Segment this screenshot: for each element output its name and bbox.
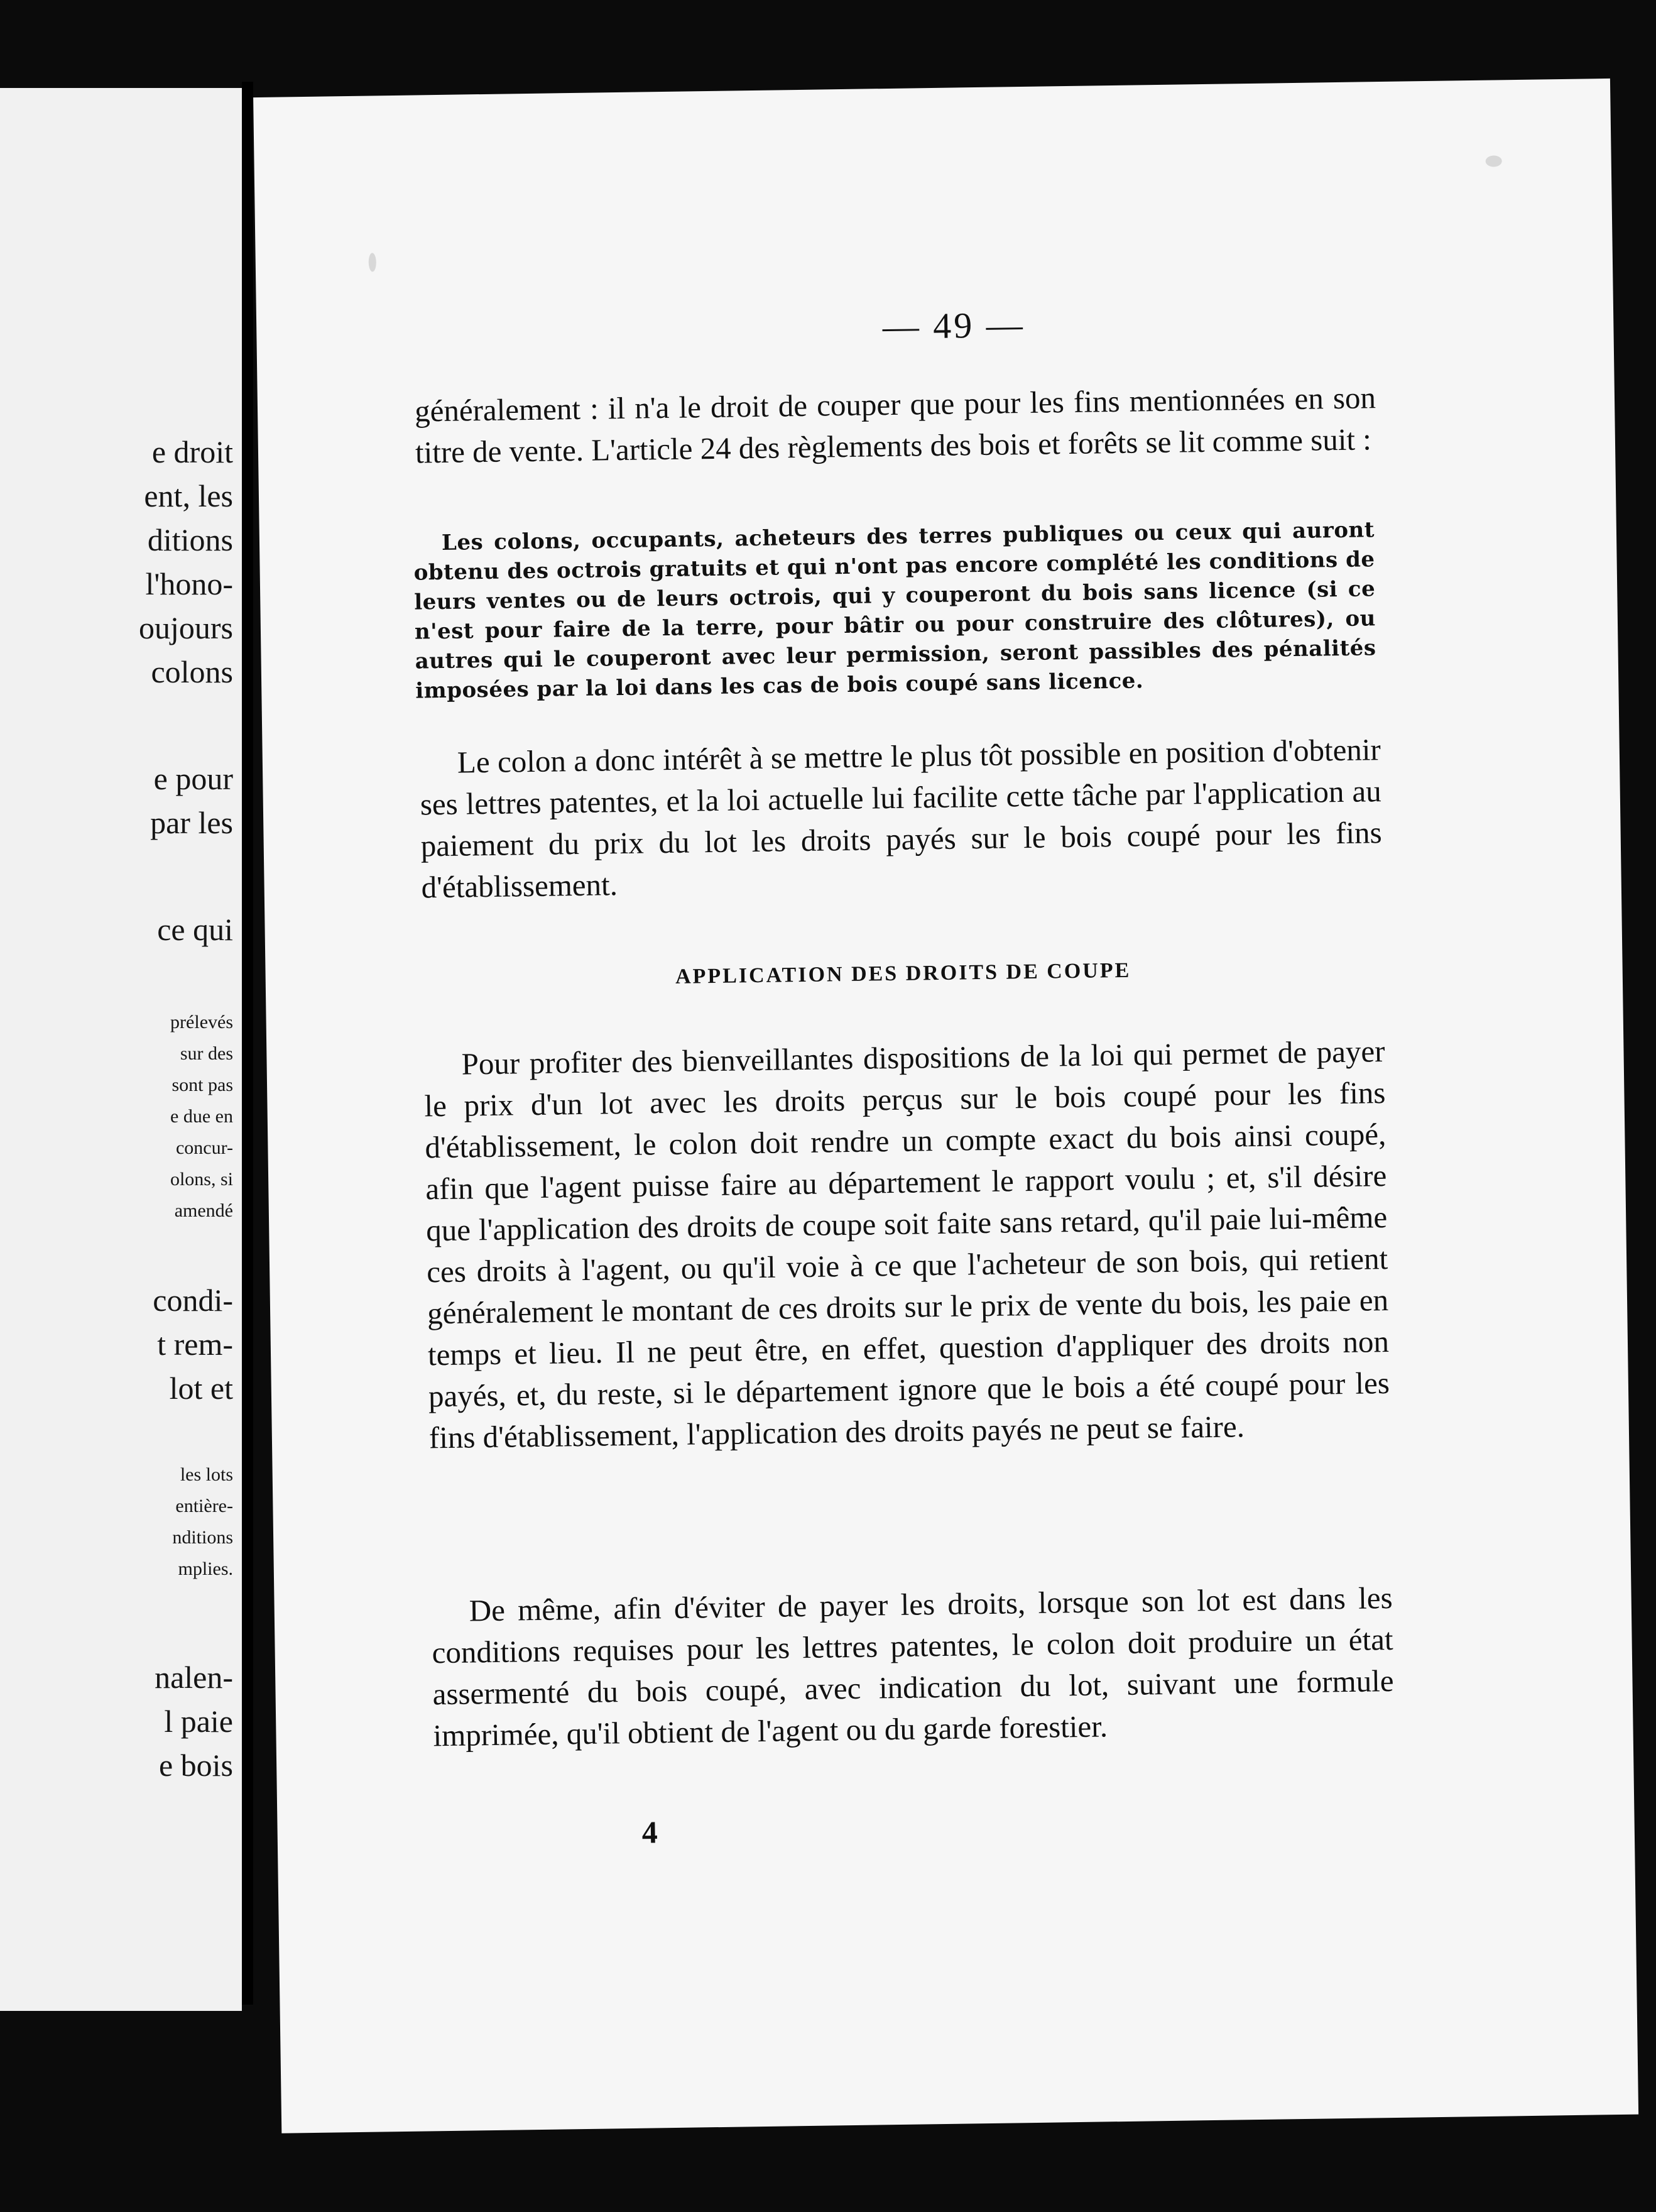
book-spine [242,82,253,2005]
regulation-quote: Les colons, occupants, acheteurs des terres publiques ou ceux qui auront obtenu des octrois gratuits et qui n'ont pas encore complété les conditions de leurs ventes ou de leurs octrois, qui y couperont du bois sans licence (si ce n'est pour faire de la terre, pour bâtir ou pour construire des clôtures), ou autres qui le couperont avec leur permission, seront passibles des pénalités imposées par la loi dans les cas de bois coupé sans licence. [413,517,1376,704]
left-page-line: sur des [180,1043,233,1064]
left-page-line: prélevés [170,1012,233,1032]
left-page-line: ent, les [144,478,233,513]
left-page-line: oujours [139,610,233,645]
left-page-line: colons [151,654,233,689]
left-facing-page [0,88,242,2011]
left-page-line: sont pas [172,1075,233,1095]
left-page-line: e due en [170,1106,233,1127]
left-page-line: ditions [147,522,233,557]
left-page-line: e droit [151,434,233,469]
left-page-line: entière- [175,1496,233,1516]
paragraph-4: De même, afin d'éviter de payer les droits, lorsque son lot est dans les conditions requises pour les lettres patentes, le colon doit produire un état assermenté du bois coupé, avec indication du lot, suivant une formule imprimée, qu'il obtient de l'agent ou du garde forestier. [432,1580,1394,1753]
paper-speck [369,253,376,271]
left-page-line: t rem- [157,1327,233,1362]
left-page-line: concur- [175,1137,233,1158]
signature-mark: 4 [641,1814,658,1850]
section-heading: APPLICATION DES DROITS DE COUPE [675,958,1131,988]
left-page-line: les lots [180,1464,233,1485]
left-page-line: condi- [153,1283,233,1318]
left-page-line: l paie [164,1704,233,1739]
left-page-line: par les [150,805,233,840]
left-page-line: e pour [153,761,233,796]
left-page-line: lot et [169,1371,233,1406]
left-page-line: e bois [158,1748,233,1783]
left-page-line: mplies. [178,1558,233,1579]
paper-speck [1486,155,1502,167]
paragraph-1: généralement : il n'a le droit de couper que pour les fins mentionnées en son titre de vente. L'article 24 des règlements des bois et forêts se lit comme suit : [414,380,1376,470]
left-page-line: amendé [174,1200,233,1221]
paragraph-2: Le colon a donc intérêt à se mettre le plus tôt possible en position d'obtenir ses lettres patentes, et la loi actuelle lui facilite cette tâche par l'application au paiement du prix du lot les droits payés sur le bois coupé pour les fins d'établissement. [420,732,1382,905]
left-page-line: nditions [172,1527,233,1548]
right-page [253,79,1638,2133]
paragraph-3: Pour profiter des bienveillantes dispositions de la loi qui permet de payer le prix d'un lot avec les droits perçus sur le bois coupé pour les fins d'établissement, le colon doit rendre un compte exact du bois ainsi coupé, afin que l'agent puisse faire au département le rapport voulu ; et, s'il désire que l'application des droits de coupe soit faite sans retard, qu'il paie lui-même ces droits à l'agent, ou qu'il voie à ce que l'acheteur de son bois, qui retient généralement le montant de ces droits sur le prix de vente du bois, les paie en temps et lieu. Il ne peut être, en effet, question d'appliquer des droits non payés, et, du reste, si le département ignore que le bois a été coupé pour les fins d'établissement, l'application des droits payés ne peut se faire. [424,1034,1390,1455]
left-page-line: nalen- [155,1660,233,1695]
left-page-line: ce qui [157,912,233,947]
page-number: — 49 — [882,304,1026,348]
left-page-line: olons, si [170,1169,233,1190]
left-page-line: l'hono- [145,566,233,601]
